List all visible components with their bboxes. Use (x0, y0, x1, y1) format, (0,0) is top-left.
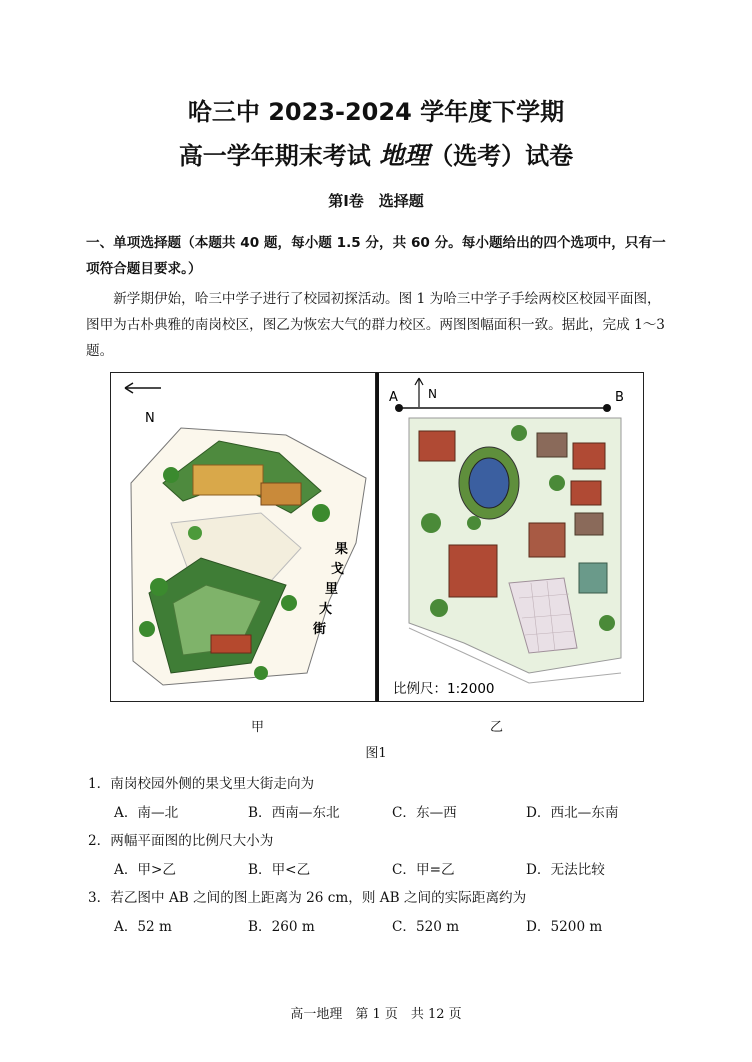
question-2-option-d: D．无法比较 (526, 862, 605, 878)
question-2-option-c: C．甲=乙 (392, 862, 455, 878)
question-1-option-a: A．南—北 (114, 805, 179, 821)
building-ne-2 (573, 443, 605, 469)
instructions: 一、单项选择题（本题共 40 题，每小题 1.5 分，共 60 分。每小题给出的四个选项中，只有一项符合题目要求。） (86, 235, 666, 277)
point-b-label: B (615, 390, 624, 405)
svg-text:戈: 戈 (331, 562, 345, 577)
question-2-option-a: A．甲>乙 (114, 862, 176, 878)
east-building (261, 483, 301, 505)
question-3-option-c: C．520 m (392, 919, 460, 935)
north-building-walls (193, 465, 263, 495)
caption-map-b: 乙 (490, 720, 504, 735)
question-1-stem: 1．南岗校园外侧的果戈里大街走向为 (88, 776, 315, 792)
map-nangang-campus (110, 372, 376, 702)
map-nangang-drawing (111, 373, 375, 701)
building-e-1 (571, 481, 601, 505)
building-e-2 (575, 513, 603, 535)
red-wall-building (211, 635, 251, 653)
question-2-option-b: B．甲<乙 (248, 862, 311, 878)
building-main (449, 545, 497, 597)
question-3-option-a: A．52 m (114, 919, 172, 935)
stadium-field (469, 458, 509, 508)
page-footer: 高一地理 第 1 页 共 12 页 (290, 1007, 462, 1022)
svg-text:大: 大 (319, 602, 333, 617)
building-nw (419, 431, 455, 461)
intro-paragraph: 新学期伊始，哈三中学子进行了校园初探活动。图 1 为哈三中学子手绘两校区校园平面图，图甲为古朴典雅的南岗校区，图乙为恢宏大气的群力校区。两图图幅面积一致。据此，完成 1～3 题。 (86, 291, 665, 359)
svg-text:果: 果 (335, 542, 349, 557)
title-suffix: （选考）试卷 (429, 142, 574, 170)
map-a-north-label: N (145, 411, 155, 426)
building-center (529, 523, 565, 557)
question-2-stem: 2．两幅平面图的比例尺大小为 (88, 833, 274, 849)
section-title: 第Ⅰ卷 选择题 (328, 192, 424, 210)
question-3-stem: 3．若乙图中 AB 之间的图上距离为 26 cm，则 AB 之间的实际距离约为 (88, 890, 527, 906)
greenhouse (579, 563, 607, 593)
point-a-label: A (389, 390, 398, 405)
svg-text:里: 里 (325, 582, 339, 597)
scale-label: 比例尺：1:2000 (393, 681, 495, 697)
point-a-marker (395, 404, 403, 412)
map-qunli-drawing (379, 373, 642, 701)
svg-text:街: 街 (313, 622, 327, 637)
exam-title-line1: 哈三中 2023-2024 学年度下学期 (187, 98, 565, 126)
title-subject: 地理 (379, 141, 430, 170)
question-3-option-b: B．260 m (248, 919, 315, 935)
map-b-north-label: N (428, 387, 437, 401)
point-b-marker (603, 404, 611, 412)
building-ne-1 (537, 433, 567, 457)
question-1-option-d: D．西北—东南 (526, 805, 619, 821)
question-1-option-c: C．东—西 (392, 805, 457, 821)
title-prefix: 高一学年期末考试 (178, 142, 380, 170)
question-3-option-d: D．5200 m (526, 919, 603, 935)
exam-title-line2 (0, 136, 752, 172)
question-1-option-b: B．西南—东北 (248, 805, 340, 821)
caption-map-a: 甲 (251, 720, 265, 735)
figure-caption: 图1 (365, 746, 387, 761)
map-qunli-campus (376, 372, 644, 702)
